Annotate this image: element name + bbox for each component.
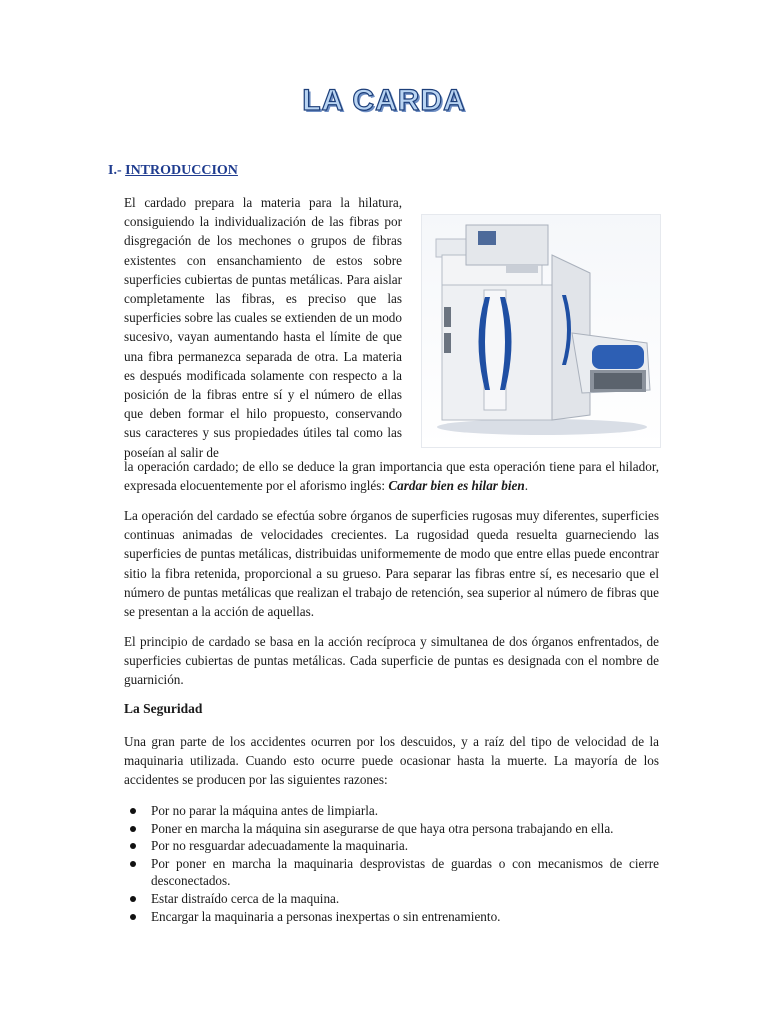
carding-operation-paragraph: La operación del cardado se efectúa sobre órganos de superficies rugosas muy diferentes, superficies continuas animadas de velocidades crecientes. La rugosidad queda resuelta guarneciendo las superficies de puntas metálicas, distribuidas uniformemente de modo que entre ellas puede encontrar sitio la fibra retenida, proporcional a su grueso. Para separar las fibras entre sí, es necesario que el número de puntas metálicas que realizan el trabajo de retención, sea superior al número de fibras que se presentan a la acción de aquellas. (124, 508, 659, 620)
intro-continuation (124, 457, 659, 495)
bullet-icon (130, 808, 136, 814)
section-title-link[interactable]: INTRODUCCION (125, 163, 238, 178)
list-item (124, 820, 659, 838)
list-item (124, 855, 659, 890)
list-item (124, 908, 659, 926)
bullet-icon (130, 914, 136, 920)
motto: Cardar bien es hilar bien (388, 478, 525, 494)
page-title: LA CARDA (302, 84, 466, 117)
safety-intro-paragraph: Una gran parte de los accidentes ocurren por los descuidos, y a raíz del tipo de velocidad de la maquinaria utilizada. Cuando esto ocurre puede ocasionar hasta la muerte. La mayoría de los accidentes se producen por las siguientes razones: (124, 734, 659, 788)
carding-machine-image (421, 214, 661, 448)
carding-principle-paragraph: El principio de cardado se basa en la acción recíproca y simultanea de dos órganos enfrentados, de superficies cubiertas de puntas metálicas. Cada superficie de puntas es designada con el nombre de guarnición. (124, 634, 659, 688)
list-item (124, 837, 659, 855)
accident-causes-list (124, 802, 659, 925)
intro-tail-text: la operación cardado; de ello se deduce la gran importancia que esta operación tiene para el hilador, expresada elocuentemente por el aforismo inglés: (124, 459, 659, 494)
safety-heading: La Seguridad (124, 701, 203, 716)
bullet-icon (130, 843, 136, 849)
motto-period: . (524, 478, 528, 494)
section-heading (108, 163, 238, 179)
list-item-text: Estar distraído cerca de la maquina. (151, 890, 340, 906)
bullet-icon (130, 861, 136, 867)
list-item-text: Por no resguardar adecuadamente la maquinaria. (151, 838, 409, 854)
list-item-text: Poner en marcha la máquina sin asegurarse de que haya otra persona trabajando en ella. (151, 820, 614, 836)
bullet-icon (130, 896, 136, 902)
list-item-text: Por poner en marcha la maquinaria desprovistas de guardas o con mecanismos de cierre desconectados. (151, 855, 659, 889)
intro-paragraph: El cardado prepara la materia para la hilatura, consiguiendo la individualización de las fibras por disgregación de los mechones o grupos de fibras existentes con ensanchamiento de estos sobre superficies cubiertas de puntas metálicas. Para aislar completamente las fibras, es preciso que las superficies sobre las cuales se extienden de un modo sucesivo, vayan aumentando hasta el límite de que una fibra permanezca separada de otra. La materia es después modificada solamente con respecto a la posición de la fibras entre sí y el número de ellas que deben formar el hilo propuesto, conservando sus caracteres y sus propiedades útiles tal como las poseían al salir de (124, 195, 402, 460)
list-item-text: Por no parar la máquina antes de limpiarla. (151, 803, 379, 818)
list-item-text: Encargar la maquinaria a personas inexpertas o sin entrenamiento. (151, 908, 501, 924)
section-number: I.- (108, 163, 122, 178)
bullet-icon (130, 826, 136, 832)
list-item (124, 890, 659, 908)
list-item (124, 802, 659, 820)
